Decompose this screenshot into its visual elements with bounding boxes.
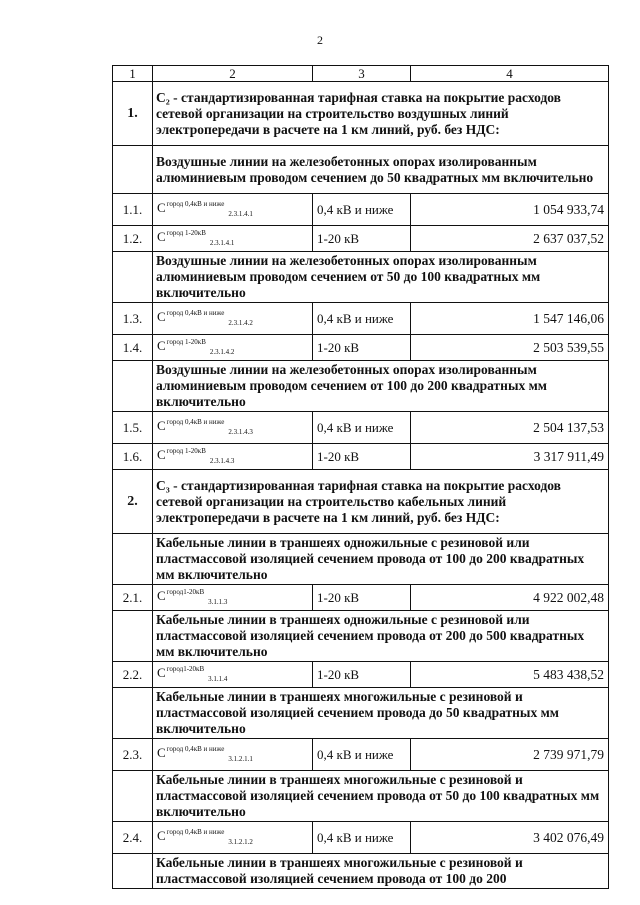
rate-code-superscript: город 0,4кВ и ниже [166,418,225,426]
rate-code [153,662,313,688]
empty-cell [113,688,153,739]
rate-code-superscript: город 1-20кВ [166,447,206,455]
voltage-level: 1-20 кВ [313,335,411,361]
subheading-text: Кабельные линии в траншеях одножильные с резиновой или пластмассовой изоляцией сечением провода от 200 до 500 квадратных мм включительно [153,611,609,662]
rate-code-letter: С [157,338,166,353]
rate-code-subscript: 2.3.1.4.2 [228,319,253,327]
table-row [113,412,609,444]
table-row [113,739,609,771]
rate-code-superscript: город1-20кВ [166,665,205,673]
rate-code-superscript: город 1-20кВ [166,229,206,237]
rate-code [153,194,313,226]
subheading-row [113,854,609,889]
section-title: С₂ - стандартизированная тарифная ставка на покрытие расходов сетевой организации на строительство воздушных линий электропередачи в расчете на 1 км линий, руб. без НДС: [153,82,609,146]
rate-value: 3 402 076,49 [411,822,609,854]
rate-code-superscript: город 0,4кВ и ниже [166,745,225,753]
row-number: 1.6. [113,444,153,470]
header-col-3: 3 [313,66,411,82]
rate-code-letter: С [157,588,166,603]
rate-code-letter: С [157,665,166,680]
rate-code-letter: С [157,828,166,843]
empty-cell [113,854,153,889]
subheading-row [113,534,609,585]
page-number: 2 [317,33,323,47]
subheading-text: Кабельные линии в траншеях многожильные с резиновой и пластмассовой изоляцией сечением провода от 100 до 200 [153,854,609,889]
rate-code [153,226,313,252]
rate-value: 2 739 971,79 [411,739,609,771]
row-number: 1.1. [113,194,153,226]
rate-value: 1 054 933,74 [411,194,609,226]
subheading-row [113,252,609,303]
rate-code [153,822,313,854]
rate-code-subscript: 2.3.1.4.2 [209,348,235,356]
section-row [113,82,609,146]
empty-cell [113,771,153,822]
subheading-row [113,361,609,412]
row-number: 1.3. [113,303,153,335]
row-number: 2.3. [113,739,153,771]
rate-code-letter: С [157,309,166,324]
rate-code-letter: С [157,200,166,215]
table-row [113,585,609,611]
rate-code-subscript: 3.1.1.3 [208,598,228,606]
header-col-2: 2 [153,66,313,82]
rate-value: 2 504 137,53 [411,412,609,444]
row-number: 1.4. [113,335,153,361]
subheading-text: Кабельные линии в траншеях многожильные с резиновой и пластмассовой изоляцией сечением провода от 50 до 100 квадратных мм включительно [153,771,609,822]
empty-cell [113,611,153,662]
voltage-level: 0,4 кВ и ниже [313,303,411,335]
voltage-level: 1-20 кВ [313,444,411,470]
table-row [113,444,609,470]
rate-code [153,303,313,335]
voltage-level: 0,4 кВ и ниже [313,822,411,854]
rate-code-superscript: город 0,4кВ и ниже [166,200,225,208]
table-row [113,194,609,226]
voltage-level: 0,4 кВ и ниже [313,412,411,444]
table-row [113,335,609,361]
empty-cell [113,146,153,194]
rate-value: 4 922 002,48 [411,585,609,611]
rate-value: 1 547 146,06 [411,303,609,335]
section-number: 2. [113,470,153,534]
subheading-row [113,146,609,194]
rate-code-superscript: город 0,4кВ и ниже [166,828,225,836]
rate-value: 5 483 438,52 [411,662,609,688]
row-number: 2.4. [113,822,153,854]
header-col-1: 1 [113,66,153,82]
rate-code [153,412,313,444]
rate-code-letter: С [157,418,166,433]
voltage-level: 1-20 кВ [313,662,411,688]
tariff-table [112,65,609,889]
subheading-row [113,771,609,822]
rate-value: 2 503 539,55 [411,335,609,361]
rate-code-superscript: город1-20кВ [166,588,205,596]
voltage-level: 0,4 кВ и ниже [313,739,411,771]
row-number: 1.5. [113,412,153,444]
rate-code [153,585,313,611]
rate-code-subscript: 3.1.2.1.2 [228,838,253,846]
subheading-row [113,611,609,662]
table-header-row [113,66,609,82]
section-title: С₃ - стандартизированная тарифная ставка на покрытие расходов сетевой организации на строительство кабельных линий электропередачи в расчете на 1 км линий, руб. без НДС: [153,470,609,534]
rate-value: 3 317 911,49 [411,444,609,470]
rate-code-letter: С [157,447,166,462]
subheading-text: Воздушные линии на железобетонных опорах изолированным алюминиевым проводом сечением от 100 до 200 квадратных мм включительно [153,361,609,412]
tariff-table-body [113,66,609,889]
rate-code [153,739,313,771]
empty-cell [113,252,153,303]
row-number: 1.2. [113,226,153,252]
rate-code-subscript: 2.3.1.4.3 [228,428,253,436]
rate-code-letter: С [157,229,166,244]
subheading-row [113,688,609,739]
rate-code-subscript: 2.3.1.4.1 [228,210,253,218]
subheading-text: Воздушные линии на железобетонных опорах изолированным алюминиевым проводом сечением до 50 квадратных мм включительно [153,146,609,194]
empty-cell [113,534,153,585]
row-number: 2.1. [113,585,153,611]
voltage-level: 1-20 кВ [313,226,411,252]
rate-code-subscript: 3.1.1.4 [208,675,228,683]
rate-code [153,335,313,361]
voltage-level: 0,4 кВ и ниже [313,194,411,226]
empty-cell [113,361,153,412]
header-col-4: 4 [411,66,609,82]
table-row [113,226,609,252]
subheading-text: Воздушные линии на железобетонных опорах изолированным алюминиевым проводом сечением от 50 до 100 квадратных мм включительно [153,252,609,303]
row-number: 2.2. [113,662,153,688]
rate-code [153,444,313,470]
section-row [113,470,609,534]
table-row [113,303,609,335]
rate-value: 2 637 037,52 [411,226,609,252]
subheading-text: Кабельные линии в траншеях многожильные с резиновой и пластмассовой изоляцией сечением провода до 50 квадратных мм включительно [153,688,609,739]
voltage-level: 1-20 кВ [313,585,411,611]
rate-code-subscript: 3.1.2.1.1 [228,755,253,763]
table-row [113,662,609,688]
rate-code-letter: С [157,745,166,760]
subheading-text: Кабельные линии в траншеях одножильные с резиновой или пластмассовой изоляцией сечением провода от 100 до 200 квадратных мм включительно [153,534,609,585]
rate-code-superscript: город 1-20кВ [166,338,206,346]
rate-code-subscript: 2.3.1.4.1 [209,239,235,247]
section-number: 1. [113,82,153,146]
rate-code-subscript: 2.3.1.4.3 [209,457,235,465]
table-row [113,822,609,854]
rate-code-superscript: город 0,4кВ и ниже [166,309,225,317]
